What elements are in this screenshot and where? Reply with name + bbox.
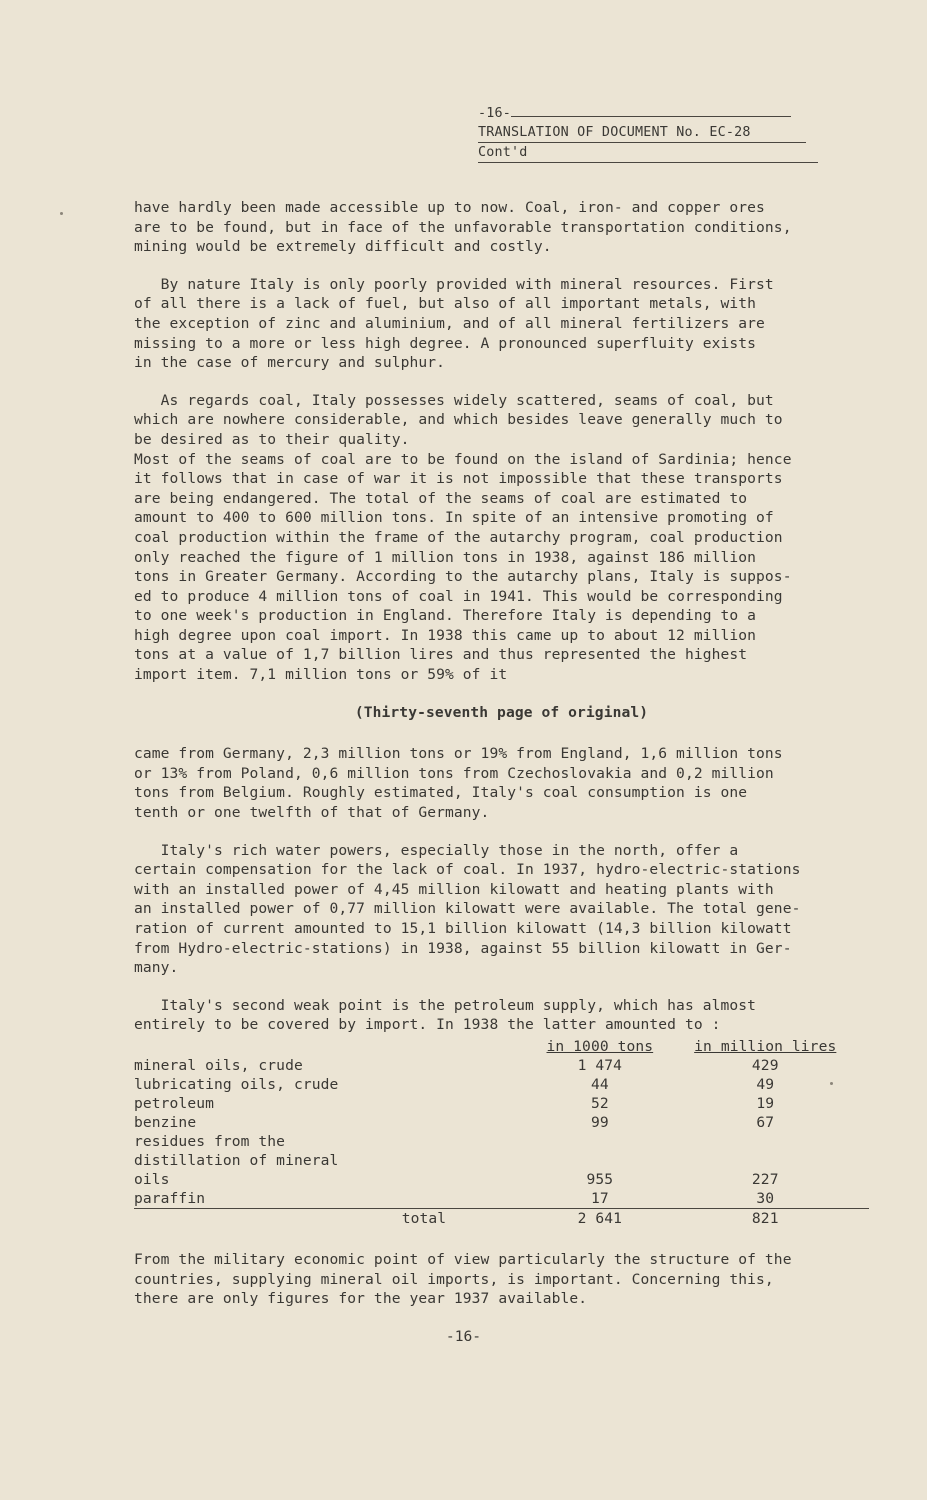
text-line: Italy's second weak point is the petroleum supply, which has almost bbox=[134, 996, 757, 1014]
text-line: came from Germany, 2,3 million tons or 19% from England, 1,6 million tons bbox=[134, 745, 783, 763]
column-header-lires: in million lires bbox=[694, 1037, 837, 1055]
table-row bbox=[134, 1189, 869, 1209]
page-marker-text: (Thirty-seventh page of original) bbox=[354, 703, 649, 721]
page-footer: -16- bbox=[445, 1328, 482, 1345]
text-line: entirely to be covered by import. In 1938 the latter amounted to : bbox=[134, 1016, 721, 1034]
row-lires: 429 bbox=[751, 1056, 779, 1074]
total-lires: 821 bbox=[751, 1209, 779, 1227]
text-line: only reached the figure of 1 million tons in 1938, against 186 million bbox=[134, 548, 757, 566]
text-line: ration of current amounted to 15,1 billion kilowatt (14,3 billion kilowatt bbox=[134, 920, 792, 937]
text-line: countries, supplying mineral oil imports, is important. Concerning this, bbox=[134, 1270, 774, 1288]
paragraph-7 bbox=[134, 1250, 869, 1309]
row-lires: 19 bbox=[756, 1094, 775, 1112]
row-item: lubricating oils, crude bbox=[134, 1075, 339, 1093]
text-line: tons in Greater Germany. According to the autarchy plans, Italy is suppos- bbox=[134, 568, 792, 586]
text-line: have hardly been made accessible up to now. Coal, iron- and copper ores bbox=[134, 199, 765, 216]
row-tons: 44 bbox=[590, 1075, 609, 1093]
row-item: residues from the bbox=[134, 1132, 286, 1150]
text-line: By nature Italy is only poorly provided with mineral resources. First bbox=[134, 275, 774, 293]
table-row bbox=[134, 1113, 869, 1132]
table-header-row bbox=[134, 1037, 869, 1056]
text-line: coal production within the frame of the autarchy program, coal production bbox=[134, 528, 783, 546]
text-line: be desired as to their quality. bbox=[134, 430, 410, 448]
table-row bbox=[134, 1170, 869, 1189]
row-lires: 49 bbox=[756, 1075, 775, 1093]
text-line: amount to 400 to 600 million tons. In spite of an intensive promoting of bbox=[134, 509, 774, 527]
total-tons: 2 641 bbox=[577, 1209, 623, 1227]
row-tons bbox=[538, 1151, 661, 1170]
row-item: oils bbox=[134, 1170, 170, 1188]
table-row bbox=[134, 1075, 869, 1094]
paragraph-2 bbox=[134, 275, 869, 373]
text-line: there are only figures for the year 1937 available. bbox=[134, 1290, 588, 1308]
table-row bbox=[134, 1056, 869, 1075]
paragraph-3 bbox=[134, 391, 869, 685]
page-marker bbox=[134, 703, 869, 723]
text-line: from Hydro-electric-stations) in 1938, against 55 billion kilowatt in Ger- bbox=[134, 939, 792, 957]
row-lires bbox=[662, 1132, 869, 1151]
document-header bbox=[478, 104, 818, 163]
text-line: Most of the seams of coal are to be found on the island of Sardinia; hence bbox=[134, 450, 792, 468]
text-line: to one week's production in England. Therefore Italy is depending to a bbox=[134, 607, 757, 625]
row-lires: 30 bbox=[662, 1189, 869, 1209]
row-lires: 227 bbox=[751, 1170, 779, 1188]
text-line: tenth or one twelfth of that of Germany. bbox=[134, 804, 490, 822]
text-line: high degree upon coal import. In 1938 this came up to about 12 million bbox=[134, 626, 757, 644]
text-line: are to be found, but in face of the unfavorable transportation conditions, bbox=[134, 218, 792, 236]
text-line: As regards coal, Italy possesses widely scattered, seams of coal, but bbox=[134, 391, 774, 409]
column-header-tons: in 1000 tons bbox=[546, 1037, 654, 1055]
text-line: From the military economic point of view particularly the structure of the bbox=[134, 1250, 792, 1268]
text-line: or 13% from Poland, 0,6 million tons from Czechoslovakia and 0,2 million bbox=[134, 764, 774, 782]
text-line: import item. 7,1 million tons or 59% of it bbox=[134, 666, 508, 684]
row-lires bbox=[662, 1151, 869, 1170]
text-line: ed to produce 4 million tons of coal in 1941. This would be corresponding bbox=[134, 587, 783, 605]
text-line: with an installed power of 4,45 million kilowatt and heating plants with bbox=[134, 880, 774, 898]
row-tons: 52 bbox=[590, 1094, 609, 1112]
row-item: mineral oils, crude bbox=[134, 1056, 303, 1074]
text-line: it follows that in case of war it is not impossible that these transports bbox=[134, 470, 783, 488]
row-lires: 67 bbox=[756, 1113, 775, 1131]
paragraph-4 bbox=[134, 744, 869, 822]
text-line: which are nowhere considerable, and which besides leave generally much to bbox=[134, 411, 783, 429]
text-line: missing to a more or less high degree. A pronounced superfluity exists bbox=[134, 334, 757, 352]
paragraph-5 bbox=[134, 841, 869, 978]
row-tons: 99 bbox=[590, 1113, 609, 1131]
text-line: in the case of mercury and sulphur. bbox=[134, 354, 446, 372]
text-line: an installed power of 0,77 million kilowatt were available. The total gene- bbox=[134, 900, 801, 918]
row-tons: 1 474 bbox=[577, 1056, 623, 1074]
text-line: Italy's rich water powers, especially those in the north, offer a bbox=[134, 841, 739, 859]
row-tons: 955 bbox=[586, 1170, 614, 1188]
table-row bbox=[134, 1151, 869, 1170]
text-line: mining would be extremely difficult and costly. bbox=[134, 238, 552, 256]
paper-speck bbox=[60, 212, 63, 215]
header-contd: Cont'd bbox=[478, 143, 818, 163]
text-line: many. bbox=[134, 959, 179, 977]
text-line: of all there is a lack of fuel, but also of all important metals, with bbox=[134, 295, 757, 313]
row-tons bbox=[538, 1132, 661, 1151]
table-total-row bbox=[134, 1208, 869, 1228]
text-line: certain compensation for the lack of coal. In 1937, hydro-electric-stations bbox=[134, 861, 801, 879]
header-title: TRANSLATION OF DOCUMENT No. EC-28 bbox=[478, 123, 806, 143]
table-row bbox=[134, 1094, 869, 1113]
row-item: distillation of mineral bbox=[134, 1151, 339, 1169]
paragraph-6 bbox=[134, 996, 869, 1035]
text-line: the exception of zinc and aluminium, and of all mineral fertilizers are bbox=[134, 314, 765, 332]
row-tons: 17 bbox=[538, 1189, 661, 1209]
document-body bbox=[134, 198, 869, 1327]
paper-speck bbox=[830, 1082, 833, 1085]
row-item: benzine bbox=[134, 1113, 197, 1131]
row-item: petroleum bbox=[134, 1094, 214, 1112]
paragraph-1 bbox=[134, 198, 869, 257]
row-item: paraffin bbox=[134, 1189, 538, 1209]
total-label: total bbox=[401, 1209, 447, 1227]
table-row bbox=[134, 1132, 869, 1151]
text-line: tons from Belgium. Roughly estimated, Italy's coal consumption is one bbox=[134, 784, 748, 802]
text-line: are being endangered. The total of the seams of coal are estimated to bbox=[134, 489, 748, 507]
text-line: tons at a value of 1,7 billion lires and thus represented the highest bbox=[134, 646, 748, 664]
header-page-number: -16- bbox=[478, 106, 512, 121]
oil-import-table bbox=[134, 1037, 869, 1228]
